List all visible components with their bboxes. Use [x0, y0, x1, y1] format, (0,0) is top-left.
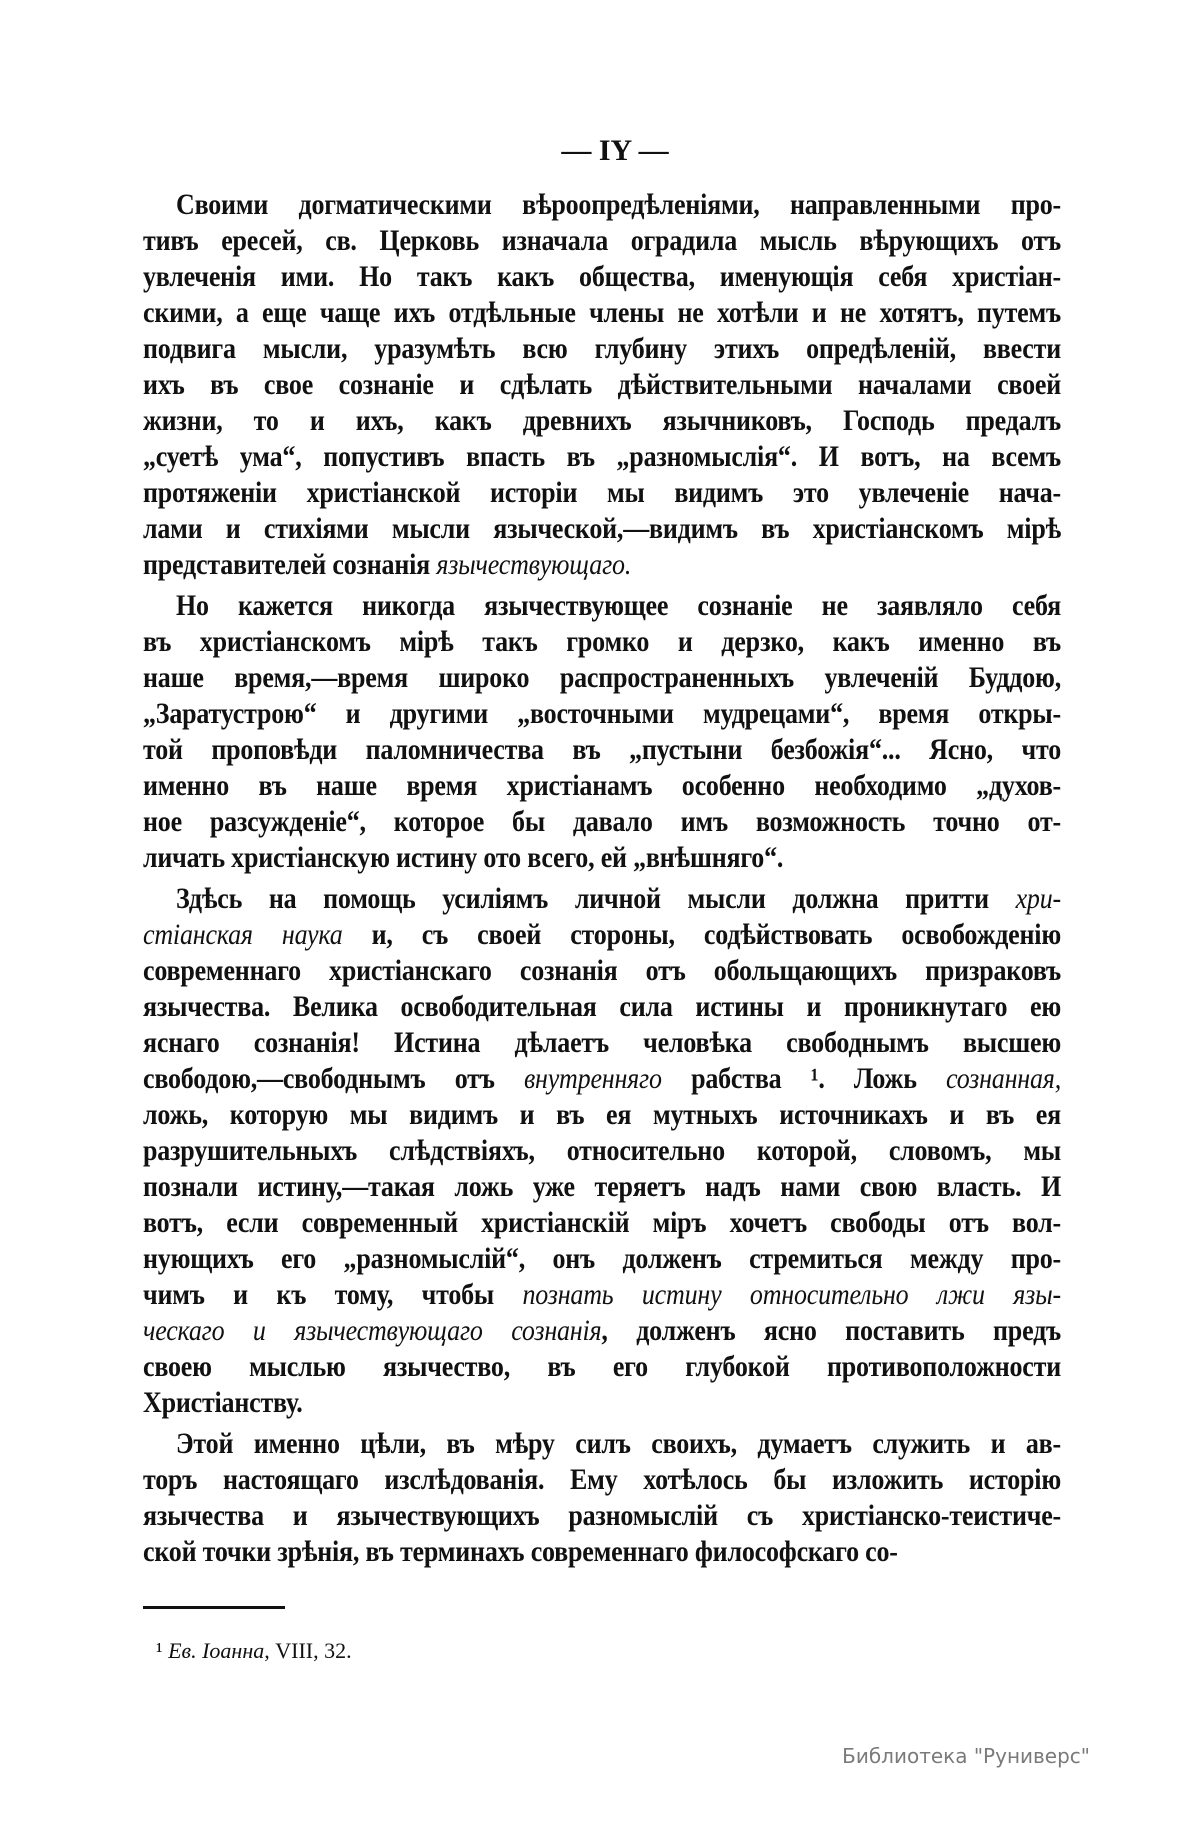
text-line	[143, 1460, 1061, 1500]
text-segment: жизни, то и ихъ, какъ древнихъ язычниковъ, Господь предалъ	[143, 404, 1061, 437]
italic-text: стіанская наука	[143, 918, 343, 951]
text-line	[143, 1347, 1061, 1387]
text-line	[143, 1424, 1061, 1464]
text-segment: , долженъ ясно поставить предъ	[601, 1314, 1061, 1347]
text-segment: свободою,—свободнымъ отъ	[143, 1062, 524, 1095]
text-segment: вотъ, если современный христіанскій міръ хочетъ свободы отъ вол-	[143, 1206, 1061, 1239]
text-line	[143, 879, 1061, 919]
text-line	[143, 1131, 1061, 1171]
text-line	[143, 951, 1061, 991]
text-segment: ихъ въ свое сознаніе и сдѣлать дѣйствительными началами своей	[143, 368, 1061, 401]
text-segment: подвига мысли, уразумѣть всю глубину этихъ опредѣленій, ввести	[143, 332, 1061, 365]
text-segment: лами и стихіями мысли языческой,—видимъ въ христіанскомъ мірѣ	[143, 512, 1061, 545]
text-line	[143, 987, 1061, 1027]
paragraph	[143, 588, 1061, 876]
text-line	[143, 1203, 1061, 1243]
text-segment: протяженіи христіанской исторіи мы видимъ это увлеченіе нача-	[143, 476, 1061, 509]
text-line	[143, 329, 1061, 369]
footnote-divider	[143, 1606, 285, 1609]
text-line	[143, 694, 1061, 734]
text-segment: именно въ наше время христіанамъ особенно необходимо „духов-	[143, 769, 1061, 802]
body-text	[143, 187, 1061, 1570]
text-segment: познали истину,—такая ложь уже теряетъ надъ нами свою власть. И	[143, 1170, 1061, 1203]
footnote-marker: ¹	[156, 1638, 163, 1663]
text-line	[143, 545, 1061, 585]
paragraph	[143, 187, 1061, 583]
text-line	[143, 257, 1061, 297]
text-line	[143, 185, 1061, 225]
text-line	[143, 509, 1061, 549]
text-segment: ской точки зрѣнія, въ терминахъ современнаго философскаго со-	[143, 1535, 898, 1568]
text-segment: увлеченія ими. Но такъ какъ общества, именующія себя христіан-	[143, 260, 1061, 293]
text-segment: язычества и язычествующихъ разномыслій съ христіанско-теистиче-	[143, 1499, 1061, 1532]
italic-text: внутренняго	[523, 1062, 662, 1095]
text-segment: той проповѣди паломничества въ „пустыни безбожія“... Ясно, что	[143, 733, 1061, 766]
italic-text: познать истину относительно лжи язы-	[522, 1278, 1061, 1311]
text-segment: ложь, которую мы видимъ и въ ея мутныхъ источникахъ и въ ея	[143, 1098, 1061, 1131]
text-segment: нующихъ его „разномыслій“, онъ долженъ стремиться между про-	[143, 1242, 1061, 1275]
text-segment: представителей сознанія	[143, 548, 437, 581]
text-segment: рабства ¹. Ложь	[661, 1062, 947, 1095]
text-segment: наше время,—время широко распространенныхъ увлеченій Буддою,	[143, 661, 1061, 694]
text-segment: и, съ своей стороны, содѣйствовать освобожденію	[342, 918, 1061, 951]
text-segment: Здѣсь на помощь усиліямъ личной мысли должна притти	[176, 882, 1016, 915]
text-segment: чимъ и къ тому, чтобы	[143, 1278, 523, 1311]
text-segment: Своими догматическими вѣроопредѣленіями, направленными про-	[176, 188, 1061, 221]
text-segment: яснаго сознанія! Истина дѣлаетъ человѣка свободнымъ высшею	[143, 1026, 1061, 1059]
italic-text: ческаго и язычествующаго сознанія	[143, 1314, 602, 1347]
text-line	[143, 802, 1061, 842]
text-segment: своею мыслью язычество, въ его глубокой противоположности	[143, 1350, 1061, 1383]
text-segment: язычества. Велика освободительная сила истины и проникнутаго ею	[143, 990, 1061, 1023]
text-line	[143, 1239, 1061, 1279]
library-watermark: Библиотека "Руниверс"	[842, 1744, 1090, 1768]
text-line	[143, 1311, 1061, 1351]
text-line	[143, 1383, 1061, 1423]
text-segment: ное разсужденіе“, которое бы давало имъ возможность точно от-	[143, 805, 1061, 838]
text-line	[143, 586, 1061, 626]
italic-text: хри-	[1015, 882, 1061, 915]
text-line	[143, 1023, 1061, 1063]
text-segment: тивъ ересей, св. Церковь изначала оградила мысль вѣрующихъ отъ	[143, 224, 1061, 257]
text-line	[143, 401, 1061, 441]
text-line	[143, 1275, 1061, 1315]
text-line	[143, 1095, 1061, 1135]
paragraph	[143, 1426, 1061, 1570]
paragraph	[143, 881, 1061, 1421]
text-segment: „суетѣ ума“, попустивъ впасть въ „разномыслія“. И вотъ, на всемъ	[143, 440, 1061, 473]
text-line	[143, 293, 1061, 333]
text-line	[143, 1496, 1061, 1536]
text-line	[143, 658, 1061, 698]
text-line	[143, 437, 1061, 477]
text-segment: разрушительныхъ слѣдствіяхъ, относительно которой, словомъ, мы	[143, 1134, 1061, 1167]
footnote-reference: , VIII, 32.	[264, 1638, 352, 1663]
text-line	[143, 221, 1061, 261]
text-line	[143, 730, 1061, 770]
italic-text: язычествующаго.	[436, 548, 632, 581]
text-line	[143, 622, 1061, 662]
text-segment: въ христіанскомъ мірѣ такъ громко и дерзко, какъ именно въ	[143, 625, 1061, 658]
footnote	[156, 1638, 352, 1664]
text-segment: Этой именно цѣли, въ мѣру силъ своихъ, думаетъ служить и ав-	[176, 1427, 1061, 1460]
footnote-source: Ев. Іоанна	[168, 1638, 265, 1663]
page-number: — IY —	[561, 134, 669, 167]
text-line	[143, 473, 1061, 513]
italic-text: сознанная,	[946, 1062, 1061, 1095]
text-segment: скими, а еще чаще ихъ отдѣльные члены не хотѣли и не хотятъ, путемъ	[143, 296, 1061, 329]
text-line	[143, 1532, 1061, 1572]
text-line	[143, 1059, 1061, 1099]
text-line	[143, 915, 1061, 955]
text-segment: „Заратустрою“ и другими „восточными мудрецами“, время откры-	[143, 697, 1061, 730]
text-line	[143, 365, 1061, 405]
text-segment: современнаго христіанскаго сознанія отъ обольщающихъ призраковъ	[143, 954, 1061, 987]
text-line	[143, 1167, 1061, 1207]
text-line	[143, 838, 1061, 878]
text-segment: Христіанству.	[143, 1386, 303, 1419]
text-segment: торъ настоящаго изслѣдованія. Ему хотѣлось бы изложить исторію	[143, 1463, 1061, 1496]
text-line	[143, 766, 1061, 806]
text-segment: личать христіанскую истину ото всего, ей „внѣшняго“.	[143, 841, 784, 874]
text-segment: Но кажется никогда язычествующее сознаніе не заявляло себя	[176, 589, 1061, 622]
